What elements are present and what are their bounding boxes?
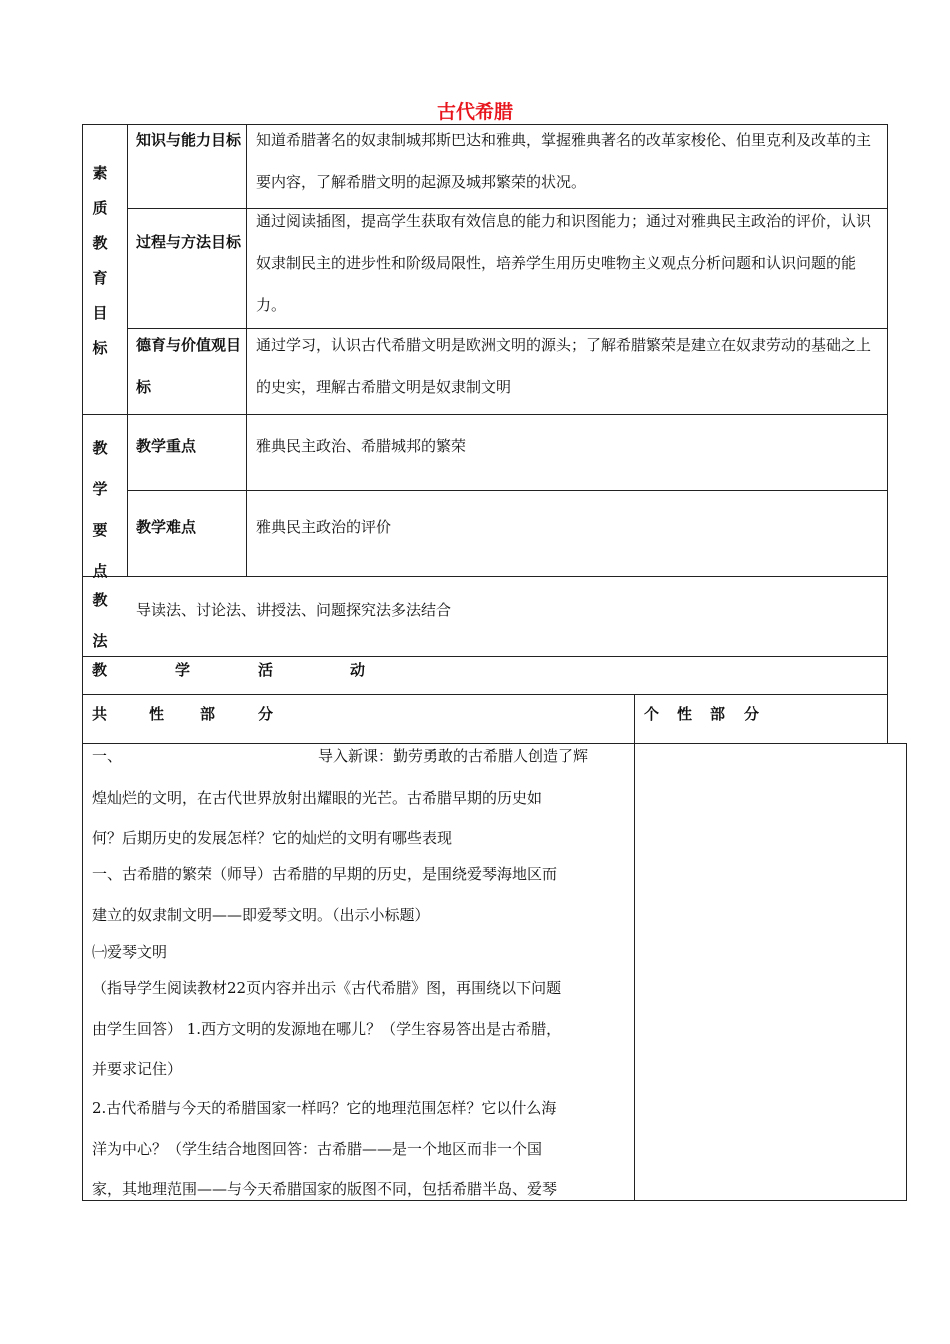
row-divider [82, 414, 888, 415]
body-line: 2.古代希腊与今天的希腊国家一样吗？它的地理范围怎样？它以什么海 [92, 1099, 557, 1117]
row-divider [82, 656, 888, 657]
body-line: 何？后期历史的发展怎样？它的灿烂的文明有哪些表现 [92, 829, 453, 847]
knowledge-goal-label: 知识与能力目标 [136, 131, 242, 149]
row-divider [82, 694, 888, 695]
method-label: 教 法 [92, 591, 108, 650]
method-content: 导读法、讨论法、讲授法、问题探究法多法结合 [136, 601, 452, 619]
body-line: 家，其地理范围——与今天希腊国家的版图不同，包括希腊半岛、爱琴 [92, 1180, 558, 1198]
process-goal-label: 过程与方法目标 [136, 233, 242, 251]
row-divider [82, 743, 906, 744]
knowledge-goal-content: 知道希腊著名的奴隶制城邦斯巴达和雅典，掌握雅典著名的改革家梭伦、伯里克利及改革的主要内容，了解希腊文明的起源及城邦繁荣的状况。 [256, 131, 872, 191]
body-line: 由学生回答） 1.西方文明的发源地在哪儿？（学生容易答出是古希腊， [92, 1020, 562, 1038]
key-point-label: 教学重点 [136, 437, 197, 455]
col-divider [246, 124, 247, 577]
body-line: 建立的奴隶制文明——即爱琴文明。（出示小标题） [92, 906, 430, 924]
page-title: 古代希腊 [436, 101, 513, 123]
col-divider [127, 124, 128, 577]
difficult-point-label: 教学难点 [136, 518, 197, 536]
row-divider [82, 576, 888, 577]
difficult-point-content: 雅典民主政治的评价 [256, 518, 392, 536]
key-points-group-label: 教 学 要 点 [92, 439, 108, 580]
moral-goal-content: 通过学习，认识古代希腊文明是欧洲文明的源头；了解希腊繁荣是建立在奴隶劳动的基础之上的史实，理解古希腊文明是奴隶制文明 [256, 336, 872, 396]
body-line: 洋为中心？（学生结合地图回答：古希腊——是一个地区而非一个国 [92, 1140, 543, 1158]
body-line: （指导学生阅读教材22页内容并出示《古代希腊》图，再围绕以下问题 [92, 979, 562, 997]
col-divider [634, 694, 635, 1201]
body-line: 煌灿烂的文明，在古代世界放射出耀眼的光芒。古希腊早期的历史如 [92, 789, 543, 807]
objectives-group-label: 素 质 教 育 目 标 [92, 164, 108, 357]
process-goal-content: 通过阅读插图，提高学生获取有效信息的能力和识图能力；通过对雅典民主政治的评价，认识奴隶制民主的进步性和阶级局限性，培养学生用历史唯物主义观点分析问题和认识问题的能力。 [256, 212, 872, 314]
key-point-content: 雅典民主政治、希腊城邦的繁荣 [256, 437, 467, 455]
moral-goal-label: 德育与价值观目标 [136, 336, 242, 396]
table-border-right [887, 124, 888, 744]
activity-body [92, 746, 626, 1203]
table-border-right-lower [906, 743, 907, 1201]
body-line: ㈠爱琴文明 [92, 943, 168, 961]
body-line: 一、古希腊的繁荣（师导）古希腊的早期的历史，是围绕爱琴海地区而 [92, 865, 558, 883]
body-line: 并要求记住） [92, 1060, 183, 1078]
body-line: 一、 导入新课：勤劳勇敢的古希腊人创造了辉 [92, 747, 589, 765]
row-divider [127, 490, 888, 491]
